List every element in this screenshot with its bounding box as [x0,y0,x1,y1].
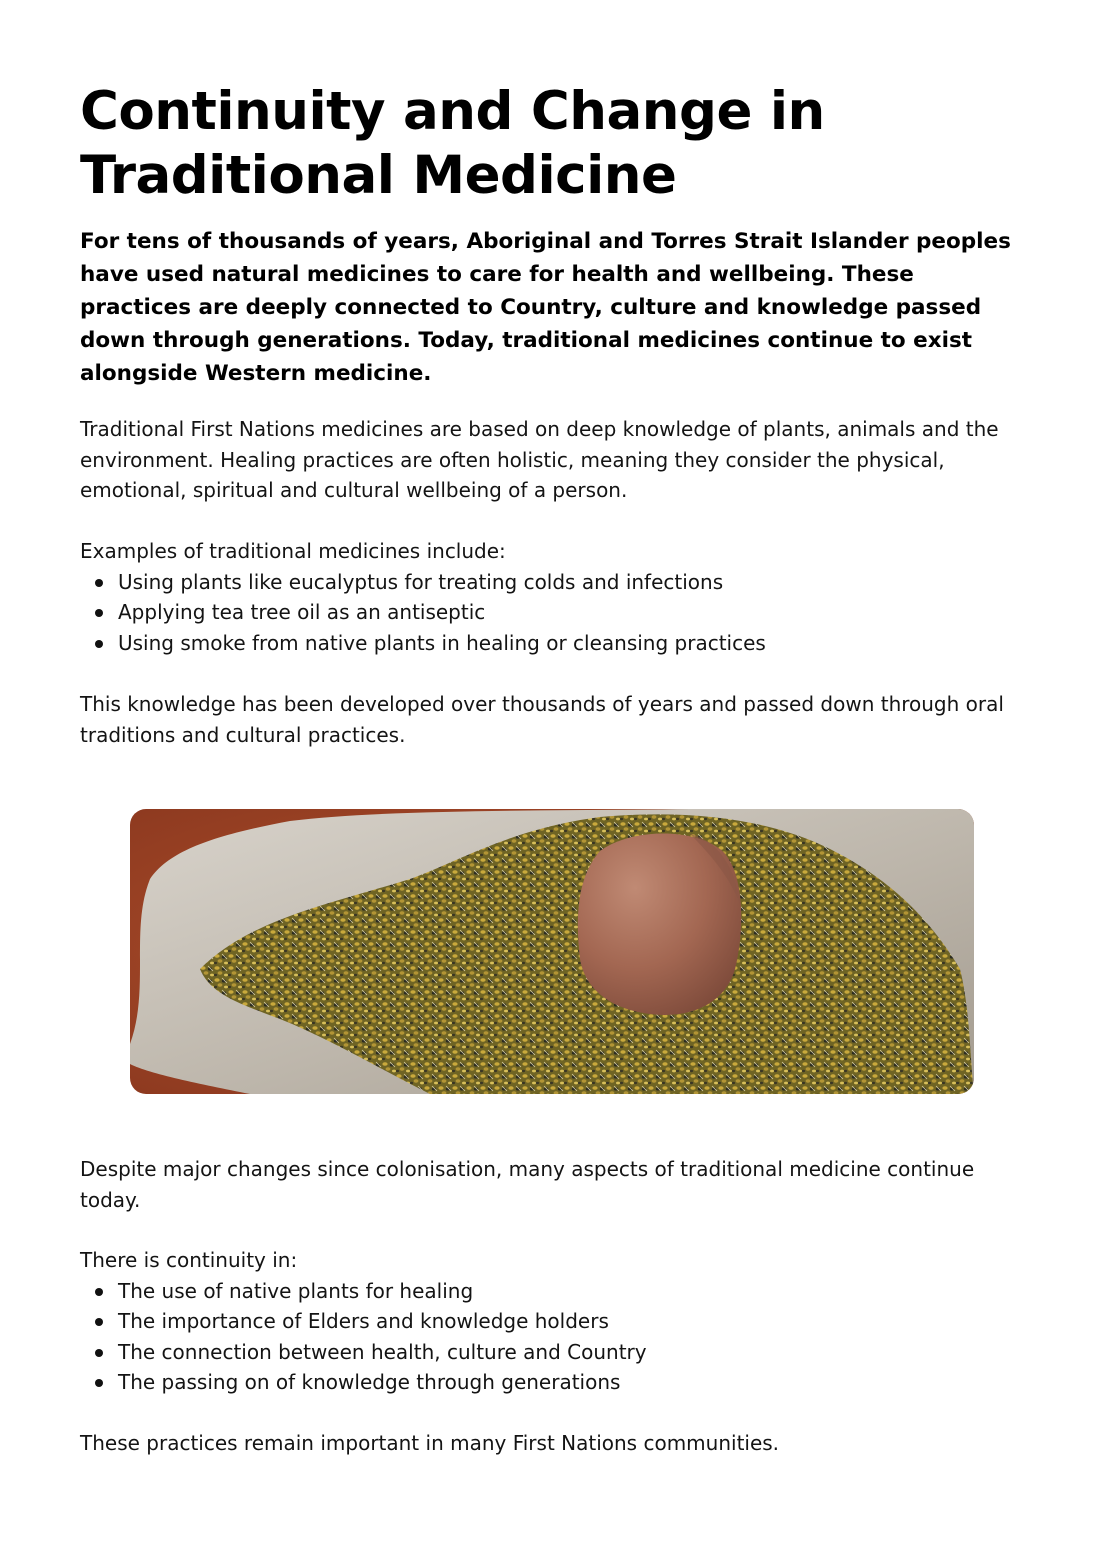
list-item: The use of native plants for healing [118,1276,1020,1307]
closing-paragraph: These practices remain important in many First Nations communities. [80,1431,780,1455]
examples-heading: Examples of traditional medicines include: [80,539,506,563]
knowledge-paragraph: This knowledge has been developed over thousands of years and passed down through oral traditions and cultural practices. [80,692,1004,747]
continuity-list [80,1276,1020,1398]
continuity-heading: There is continuity in: [80,1248,298,1272]
knowledge-section [80,689,1020,750]
grinding-stone-seeds-photo [130,809,974,1094]
list-item: The passing on of knowledge through generations [118,1367,1020,1398]
change-section [80,1154,1020,1215]
intro-paragraph: Traditional First Nations medicines are based on deep knowledge of plants, animals and the environment. Healing practices are often holistic, meaning they consider the physical, emotional, spiritual and cultural wellbeing of a person. [80,417,999,502]
list-item: The importance of Elders and knowledge holders [118,1306,1020,1337]
list-item: Using plants like eucalyptus for treating colds and infections [118,567,1020,598]
intro-section [80,414,1020,506]
examples-list [80,567,1020,659]
list-item: Using smoke from native plants in healing or cleansing practices [118,628,1020,659]
examples-section [80,536,1020,658]
change-paragraph: Despite major changes since colonisation, many aspects of traditional medicine continue today. [80,1157,975,1212]
lead-paragraph: For tens of thousands of years, Aboriginal and Torres Strait Islander peoples have used natural medicines to care for health and wellbeing. These practices are deeply connected to Country, culture and knowledge passed down through generations. Today, traditional medicines continue to exist alongside Western medicine. [80,229,1011,386]
photo-illustration [130,809,974,1094]
page-title: Continuity and Change in Traditional Medicine [80,81,825,206]
closing-section [80,1428,1020,1459]
continuity-section [80,1245,1020,1398]
list-item: The connection between health, culture and Country [118,1337,1020,1368]
list-item: Applying tea tree oil as an antiseptic [118,597,1020,628]
